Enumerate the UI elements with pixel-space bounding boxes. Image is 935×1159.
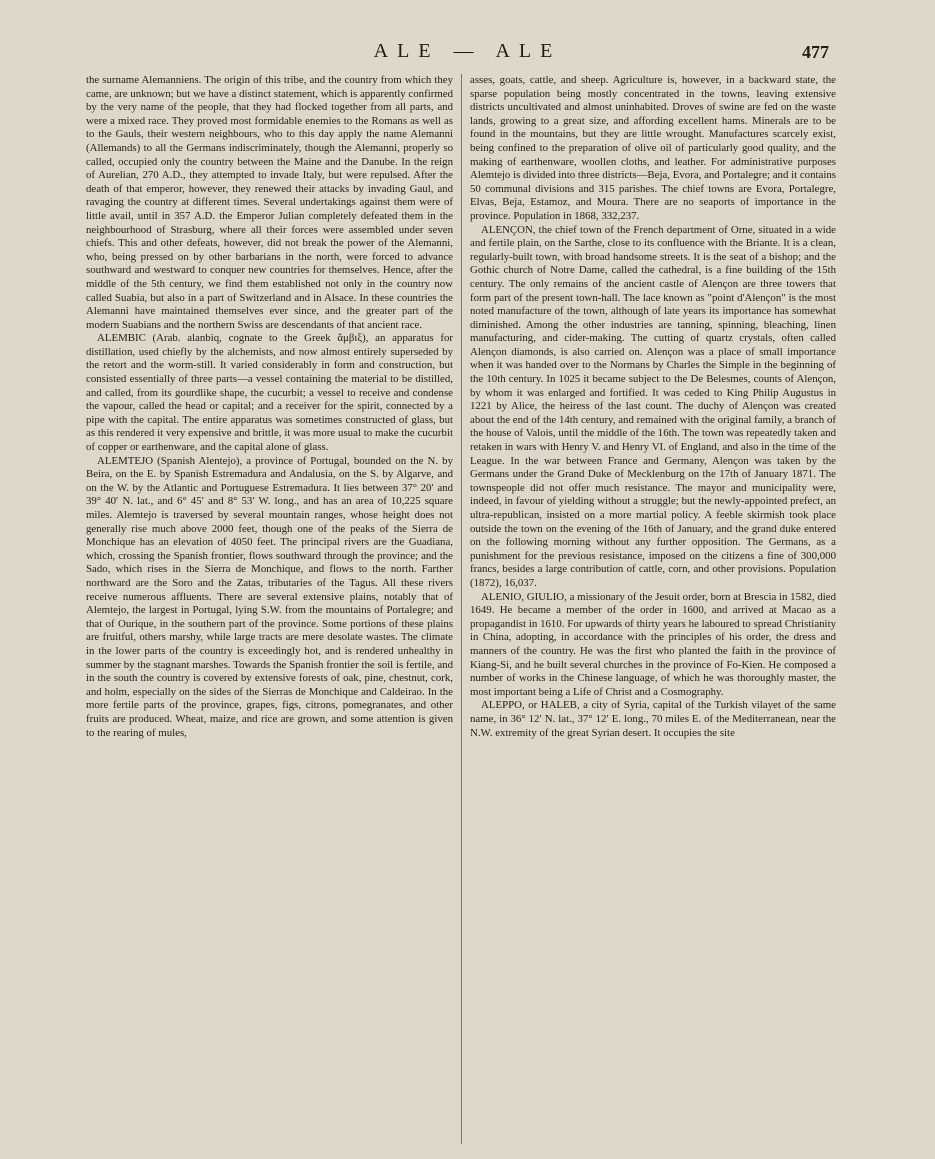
entry-alembic: ALEMBIC (Arab. alanbiq, cognate to the Greek ἄμβιξ), an apparatus for distillation, used chiefly by the alchemists, and now almost entirely superseded by the retort and the worm-still. It varied considerably in form and construction, but consisted essentially of three parts—a vessel containing the material to be distilled, and called, from its gourdlike shape, the cucurbit; a vessel to receive and condense the vapour, called the head or capital; and a receiver for the spirit, connected by a pipe with the capital. The entire apparatus was sometimes constructed of glass, but as this rendered it very expensive and brittle, it was more usual to make the cucurbit of copper or earthenware, and the capital alone of glass. [86, 332, 453, 454]
right-column [470, 74, 836, 1144]
page-header [0, 38, 935, 68]
column-divider [461, 74, 462, 1144]
entry-alemtejo: ALEMTEJO (Spanish Alentejo), a province of Portugal, bounded on the N. by Beira, on the E. by Spanish Estremadura and Andalusia, on the S. by Algarve, and on the W. by the Atlantic and Portuguese Estremadura. It lies between 37° 20′ and 39° 40′ N. lat., and 6° 45′ and 8° 53′ W. long., and has an area of 10,225 square miles. Alemtejo is traversed by several mountain ranges, whose height does not generally rise much above 2000 feet, though one of the peaks of the Sierra de Monchique has an elevation of 4050 feet. The principal rivers are the Guadiana, which, crossing the Spanish frontier, flows southward through the province; and the Sado, which rises in the Sierra de Monchique, and flows to the north. Farther northward are the Soro and the Zatas, tributaries of the Tagus. All these rivers receive numerous affluents. There are several extensive plains, notably that of Alemtejo, the largest in Portugal, lying S.W. from the mountains of Portalegre; and that of Ourique, in the southern part of the province. Some portions of these plains are fruitful, others marshy, while large tracts are mere desolate wastes. The climate in the lower parts of the country is exceedingly hot, and is rendered unhealthy in summer by the stagnant marshes. Towards the Spanish frontier the soil is fertile, and in the south the country is covered by extensive forests of oak, pine, chestnut, cork, and holm, especially on the sides of the Sierras de Monchique and Caldeirao. In the more fertile parts of the province, grapes, figs, citrons, pomegranates, and other fruits are produced. Wheat, maize, and rice are grown, and some attention is given to the rearing of mules, [86, 454, 453, 739]
entry-aleppo: ALEPPO, or HALEB, a city of Syria, capital of the Turkish vilayet of the same name, in 36° 12′ N. lat., 37° 12′ E. long., 70 miles E. of the Mediterranean, near the N.W. extremity of the great Syrian desert. It occupies the site [470, 699, 836, 739]
entry-alenio: ALENIO, GIULIO, a missionary of the Jesuit order, born at Brescia in 1582, died 1649. He became a member of the order in 1600, and arrived at Macao as a propagandist in 1610. For upwards of thirty years he laboured to spread Christianity in China, adopting, in accordance with the principles of his order, the dress and manners of the country. He was the first who planted the faith in the province of Kiang-Si, and he built several churches in the province of Fo-Kien. He composed a number of works in the Chinese language, of which he was thoroughly master, the most important being a Life of Christ and a Cosmography. [470, 590, 836, 698]
entry-alencon: ALENÇON, the chief town of the French department of Orne, situated in a wide and fertile plain, on the Sarthe, close to its confluence with the Briante. It is a clean, regularly-built town, with broad handsome streets. It is the seat of a bishop; and the Gothic church of Notre Dame, called the cathedral, is a fine building of the 15th century. The only remains of the ancient castle of Alençon are three towers that form part of the present town-hall. The lace known as "point d'Alençon" is the most noted manufacture of the town, although of late years its importance has somewhat diminished. Among the other industries are tanning, spinning, bleaching, linen manufacturing, and cider-making. The cutting of quartz crystals, often called Alençon diamonds, is also carried on. Alençon was a place of small importance when it was handed over to the Normans by Charles the Simple in the beginning of the 10th century. In 1025 it became subject to the De Belesmes, counts of Alençon, by whom it was enlarged and fortified. It was ceded to King Philip Augustus in 1221 by Alice, the heiress of the last count. The duchy of Alençon was created about the end of the 14th century, and remained with the original family, a branch of the house of Valois, until the middle of the 16th. The town was repeatedly taken and retaken in wars with Henry V. and Henry VI. of England, and also in the time of the League. In the war between France and Germany, Alençon was taken by the Germans under the Grand Duke of Mecklenburg on the 17th of January 1871. The townspeople did not offer much resistance. The mayor and municipality were, indeed, in favour of yielding without a struggle; but the newly-appointed prefect, an ultra-republican, insisted on a more martial policy. A feeble skirmish took place outside the town on the evening of the 16th of January, and the grand duke entered on the following morning without any further opposition. The Germans, as a punishment for the previous resistance, imposed on the citizens a fine of 300,000 francs, besides a large contribution of cattle, corn, and other provisions. Population (1872), 16,037. [470, 223, 836, 589]
entry-alemtejo-continued: asses, goats, cattle, and sheep. Agriculture is, however, in a backward state, the sparse population being mostly concentrated in the towns, leaving extensive districts uncultivated and almost uninhabited. Droves of swine are fed on the waste lands, growing to a great size, and affording excellent hams. Minerals are to be found in the mountains, but they are little wrought. Manufactures scarcely exist, being confined to the preparation of olive oil of particularly good quality, and the making of earthenware, woollen cloths, and leather. For administrative purposes Alemtejo is divided into three districts—Beja, Evora, and Portalegre; and it contains 50 communal divisions and 315 parishes. The chief towns are Evora, Portalegre, Elvas, Beja, Estamoz, and Moura. There are no seaports of importance in the province. Population in 1868, 332,237. [470, 74, 836, 222]
entry-alemanni-continued: the surname Alemanniens. The origin of this tribe, and the country from which they came, are unknown; but we have a distinct statement, which is apparently confirmed by the very name of the people, that they had flocked together from all parts, and were a mixed race. They proved most formidable enemies to the Romans as well as to the Gauls, their western neighbours, who to this day apply the name Alemanni (Allemands) to all the Germans indiscriminately, though the Alemanni, properly so called, occupied only the country between the Maine and the Danube. In the reign of Aurelian, 270 A.D., they attempted to invade Italy, but were repulsed. After the death of that emperor, however, they renewed their attacks by invading Gaul, and ravaging the country at different times. Several undertakings against them were of little avail, until in 357 A.D. the Emperor Julian completely defeated them in the neighbourhood of Strasburg, where all their forces were assembled under seven chiefs. This and other defeats, however, did not break the power of the Alemanni, who, being pressed on by other barbarians in the north, were forced to advance southward and westward to conquer new countries for themselves. Hence, after the middle of the 5th century, we find them established not only in the country now called Suabia, but also in a part of Switzerland and in Alsace. In these countries the Alemanni have maintained themselves ever since, and the greater part of the modern Suabians and the northern Swiss are descendants of that ancient race. [86, 74, 453, 331]
running-head: ALE — ALE [373, 40, 562, 62]
left-column [86, 74, 453, 1144]
page-number: 477 [802, 42, 829, 62]
